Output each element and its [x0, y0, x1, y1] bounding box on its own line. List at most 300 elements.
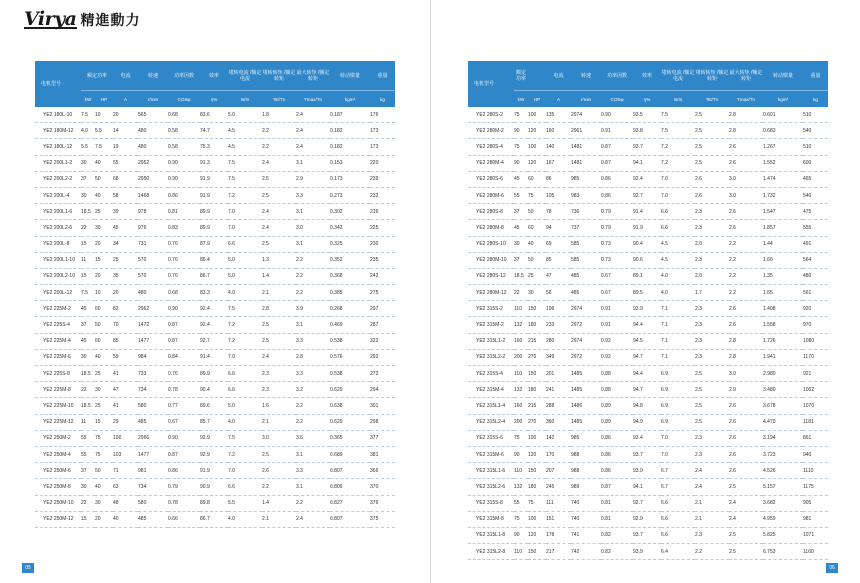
spec-value-cell: 1.7: [695, 285, 729, 301]
spec-value-cell: 6.6: [228, 366, 262, 382]
spec-value-cell: 40: [528, 236, 546, 252]
spec-value-cell: 940: [803, 446, 828, 462]
spec-value-cell: 270: [528, 414, 546, 430]
table-row: [35, 317, 395, 333]
spec-value-cell: 0.90: [601, 107, 633, 123]
motor-model-cell: YE2 280S-12: [468, 268, 514, 284]
spec-value-cell: 3.9: [296, 301, 330, 317]
spec-value-cell: 1.857: [763, 220, 803, 236]
spec-value-cell: 2.0: [695, 268, 729, 284]
spec-value-cell: 82: [113, 301, 138, 317]
page-number: 05: [22, 563, 34, 573]
table-row: [468, 268, 828, 284]
spec-value-cell: 40: [95, 479, 113, 495]
spec-value-cell: 2.9: [729, 382, 763, 398]
spec-value-cell: 1485: [571, 414, 601, 430]
spec-value-cell: 60: [528, 171, 546, 187]
spec-value-cell: 0.91: [601, 301, 633, 317]
spec-value-cell: 0.92: [601, 349, 633, 365]
spec-value-cell: 2.2: [296, 398, 330, 414]
page-number: 06: [826, 563, 838, 573]
spec-value-cell: 2.2: [729, 268, 763, 284]
spec-value-cell: 6.7: [661, 463, 695, 479]
spec-value-cell: 245: [546, 479, 571, 495]
spec-value-cell: 41: [113, 366, 138, 382]
motor-model-cell: YE2 315S-6: [468, 430, 514, 446]
spec-value-cell: 4.0: [661, 268, 695, 284]
spec-value-cell: 90.6: [633, 252, 661, 268]
col-current-header: 电流: [546, 61, 571, 91]
spec-value-cell: 0.683: [763, 123, 803, 139]
spec-value-cell: 2.5: [262, 317, 296, 333]
spec-value-cell: 92.9: [200, 446, 228, 462]
spec-value-cell: 207: [546, 463, 571, 479]
spec-value-cell: 85: [546, 252, 571, 268]
spec-value-cell: 377: [370, 430, 395, 446]
table-row: [35, 220, 395, 236]
spec-value-cell: 75: [514, 511, 528, 527]
spec-value-cell: 0.302: [330, 204, 370, 220]
spec-value-cell: 58: [113, 187, 138, 203]
spec-value-cell: 2.5: [262, 236, 296, 252]
spec-value-cell: 3.6: [296, 430, 330, 446]
motor-model-cell: YE2 225M-4: [35, 333, 81, 349]
spec-value-cell: 2.6: [729, 301, 763, 317]
motor-model-cell: YE2 200L2-10: [35, 268, 81, 284]
spec-value-cell: 1.65: [763, 285, 803, 301]
col-locked-torque-header: 堵转转矩 /额定转矩: [262, 61, 296, 91]
table-row: [35, 285, 395, 301]
spec-value-cell: 216: [370, 204, 395, 220]
table-row: [468, 301, 828, 317]
spec-value-cell: 4.470: [763, 414, 803, 430]
spec-value-cell: 3.1: [296, 317, 330, 333]
spec-value-cell: 275: [370, 285, 395, 301]
spec-value-cell: 5.5: [228, 495, 262, 511]
spec-value-cell: 110: [514, 544, 528, 560]
unit-eta: η%: [633, 91, 661, 108]
spec-value-cell: 93.8: [633, 123, 661, 139]
spec-value-cell: 0.76: [168, 252, 200, 268]
motor-model-cell: YE2 200L1-2: [35, 155, 81, 171]
spec-value-cell: 15: [81, 236, 95, 252]
spec-value-cell: 2.8: [729, 333, 763, 349]
spec-value-cell: 555: [803, 220, 828, 236]
spec-value-cell: 2.3: [262, 366, 296, 382]
spec-value-cell: 150: [528, 366, 546, 382]
spec-value-cell: 0.273: [330, 187, 370, 203]
table-row: [35, 204, 395, 220]
table-row: [468, 155, 828, 171]
spec-value-cell: 39: [113, 204, 138, 220]
spec-value-cell: 1.35: [763, 268, 803, 284]
spec-value-cell: 2.6: [262, 463, 296, 479]
spec-value-cell: 0.86: [168, 463, 200, 479]
spec-value-cell: 93.9: [633, 463, 661, 479]
unit-tst-tn: Tst/Tn: [262, 91, 296, 108]
spec-value-cell: 86.7: [200, 268, 228, 284]
spec-value-cell: 110: [514, 366, 528, 382]
spec-value-cell: 0.78: [168, 495, 200, 511]
table-row: [468, 446, 828, 462]
table-row: [468, 430, 828, 446]
col-current-header: 电流: [113, 61, 138, 91]
spec-value-cell: 1.6: [262, 398, 296, 414]
spec-value-cell: 2.4: [262, 204, 296, 220]
unit-kg: kg: [803, 91, 828, 108]
spec-value-cell: 94.8: [633, 398, 661, 414]
spec-value-cell: 921: [803, 366, 828, 382]
spec-value-cell: 2.5: [695, 414, 729, 430]
spec-value-cell: 0.538: [330, 333, 370, 349]
spec-value-cell: 4.5: [661, 252, 695, 268]
spec-value-cell: 3.3: [296, 333, 330, 349]
spec-value-cell: 1.732: [763, 187, 803, 203]
spec-value-cell: 2.4: [296, 511, 330, 527]
spec-value-cell: 160: [514, 398, 528, 414]
spec-value-cell: 6.6: [228, 382, 262, 398]
spec-value-cell: 2.5: [262, 171, 296, 187]
spec-value-cell: 150: [528, 463, 546, 479]
spec-value-cell: 6.6: [661, 220, 695, 236]
spec-value-cell: 1477: [138, 446, 168, 462]
motor-model-cell: YE2 280M-2: [468, 123, 514, 139]
spec-value-cell: 120: [528, 446, 546, 462]
spec-value-cell: 370: [370, 479, 395, 495]
spec-value-cell: 0.807: [330, 463, 370, 479]
spec-value-cell: 6.6: [661, 495, 695, 511]
spec-value-cell: 0.68: [168, 107, 200, 123]
spec-value-cell: 47: [546, 268, 571, 284]
spec-value-cell: 565: [138, 107, 168, 123]
motor-model-cell: YE2 180L-10: [35, 107, 81, 123]
spec-value-cell: 0.469: [330, 317, 370, 333]
spec-value-cell: 90: [514, 527, 528, 543]
table-row: [468, 107, 828, 123]
spec-value-cell: 0.76: [168, 236, 200, 252]
motor-model-cell: YE2 280M-6: [468, 187, 514, 203]
table-row: [468, 463, 828, 479]
col-model-header: 电机型号: [35, 61, 81, 107]
spec-value-cell: 173: [370, 139, 395, 155]
spec-value-cell: 92.9: [633, 511, 661, 527]
spec-value-cell: 94: [546, 220, 571, 236]
motor-model-cell: YE2 225S-4: [35, 317, 81, 333]
spec-value-cell: 232: [370, 187, 395, 203]
spec-value-cell: 1.4: [262, 268, 296, 284]
spec-value-cell: 0.173: [330, 171, 370, 187]
spec-value-cell: 510: [803, 139, 828, 155]
spec-value-cell: 3.1: [296, 204, 330, 220]
motor-model-cell: YE2 180L-12: [35, 139, 81, 155]
table-row: [35, 268, 395, 284]
unit-kg: kg: [370, 91, 395, 108]
motor-model-cell: YE2 315M-6: [468, 446, 514, 462]
spec-value-cell: 1.558: [763, 317, 803, 333]
spec-value-cell: 93.4: [633, 430, 661, 446]
spec-value-cell: 91.9: [200, 463, 228, 479]
spec-value-cell: 94.7: [633, 349, 661, 365]
spec-value-cell: 7.0: [661, 171, 695, 187]
spec-value-cell: 2.6: [729, 414, 763, 430]
motor-model-cell: YE2 315L2-6: [468, 479, 514, 495]
unit-tmax-tn: Tmax/Tn: [296, 91, 330, 108]
spec-value-cell: 2.5: [262, 333, 296, 349]
spec-value-cell: 2.6: [729, 463, 763, 479]
spec-value-cell: 89.9: [200, 220, 228, 236]
spec-value-cell: 978: [138, 204, 168, 220]
col-inertia-header: 转动惯量: [330, 61, 370, 91]
spec-value-cell: 1.4: [262, 495, 296, 511]
spec-value-cell: 91.9: [200, 171, 228, 187]
motor-model-cell: YE2 315L1-4: [468, 398, 514, 414]
table-row: [35, 139, 395, 155]
table-row: [35, 382, 395, 398]
spec-value-cell: 0.78: [168, 382, 200, 398]
spec-value-cell: 2.1: [262, 285, 296, 301]
spec-value-cell: 63: [113, 479, 138, 495]
spec-value-cell: 0.76: [168, 268, 200, 284]
spec-value-cell: 0.87: [168, 333, 200, 349]
spec-value-cell: 90.9: [200, 479, 228, 495]
spec-value-cell: 3.723: [763, 446, 803, 462]
spec-value-cell: 100: [528, 430, 546, 446]
spec-value-cell: 2.980: [763, 366, 803, 382]
spec-value-cell: 1002: [803, 382, 828, 398]
spec-value-cell: 110: [514, 463, 528, 479]
spec-value-cell: 7.5: [661, 107, 695, 123]
spec-value-cell: 0.67: [601, 268, 633, 284]
spec-value-cell: 2.3: [695, 527, 729, 543]
spec-value-cell: 2.6: [695, 171, 729, 187]
spec-value-cell: 7.5: [661, 123, 695, 139]
motor-model-cell: YE2 315L1-6: [468, 463, 514, 479]
spec-value-cell: 0.89: [601, 414, 633, 430]
spec-value-cell: 150: [528, 301, 546, 317]
col-rated-power-header: 额定功率: [81, 61, 113, 91]
spec-value-cell: 0.182: [330, 139, 370, 155]
spec-value-cell: 1110: [803, 463, 828, 479]
spec-value-cell: 1481: [571, 139, 601, 155]
motor-model-cell: YE2 200L1-10: [35, 252, 81, 268]
spec-value-cell: 491: [803, 236, 828, 252]
spec-value-cell: 0.187: [330, 107, 370, 123]
spec-value-cell: 15: [81, 511, 95, 527]
spec-value-cell: 90.4: [200, 382, 228, 398]
table-row: [468, 317, 828, 333]
spec-value-cell: 2.4: [262, 220, 296, 236]
spec-value-cell: 160: [514, 333, 528, 349]
spec-value-cell: 10: [95, 285, 113, 301]
spec-value-cell: 170: [546, 446, 571, 462]
spec-value-cell: 600: [803, 155, 828, 171]
col-speed-header: 转速: [571, 61, 601, 91]
spec-value-cell: 2.4: [262, 349, 296, 365]
spec-value-cell: 60: [95, 333, 113, 349]
motor-model-cell: YE2 280M-10: [468, 252, 514, 268]
table-row: [468, 495, 828, 511]
spec-value-cell: 3.3: [296, 463, 330, 479]
spec-value-cell: 89.8: [200, 495, 228, 511]
spec-value-cell: 2972: [571, 317, 601, 333]
spec-value-cell: 94.1: [633, 479, 661, 495]
spec-value-cell: 92.7: [633, 187, 661, 203]
spec-value-cell: 0.342: [330, 220, 370, 236]
spec-value-cell: 1.3: [262, 252, 296, 268]
spec-value-cell: 2.8: [729, 107, 763, 123]
spec-value-cell: 920: [803, 301, 828, 317]
spec-value-cell: 0.352: [330, 252, 370, 268]
spec-value-cell: 1.474: [763, 171, 803, 187]
spec-value-cell: 3.1: [296, 155, 330, 171]
spec-value-cell: 1472: [138, 317, 168, 333]
spec-value-cell: 2.5: [695, 123, 729, 139]
spec-value-cell: 2.6: [729, 317, 763, 333]
spec-value-cell: 15: [81, 268, 95, 284]
spec-value-cell: 322: [370, 333, 395, 349]
spec-value-cell: 740: [571, 495, 601, 511]
spec-value-cell: 217: [546, 544, 571, 560]
spec-value-cell: 2.5: [695, 382, 729, 398]
spec-value-cell: 2.2: [296, 495, 330, 511]
spec-value-cell: 15: [95, 414, 113, 430]
spec-value-cell: 220: [370, 155, 395, 171]
spec-value-cell: 60: [95, 301, 113, 317]
spec-value-cell: 2.9: [296, 171, 330, 187]
logo-mark: Virya: [24, 8, 77, 30]
spec-value-cell: 0.86: [601, 187, 633, 203]
spec-value-cell: 6.6: [228, 479, 262, 495]
spec-value-cell: 40: [95, 187, 113, 203]
spec-value-cell: 2.6: [695, 187, 729, 203]
table-row: [35, 463, 395, 479]
spec-value-cell: 480: [138, 285, 168, 301]
spec-value-cell: 1.726: [763, 333, 803, 349]
spec-value-cell: 90: [514, 446, 528, 462]
spec-value-cell: 983: [571, 187, 601, 203]
spec-value-cell: 241: [546, 382, 571, 398]
unit-is-in: Is/In: [228, 91, 262, 108]
spec-value-cell: 2.5: [729, 544, 763, 560]
spec-value-cell: 0.86: [168, 187, 200, 203]
spec-value-cell: 85.7: [200, 414, 228, 430]
table-row: [35, 107, 395, 123]
spec-value-cell: 89.9: [200, 204, 228, 220]
spec-value-cell: 0.325: [330, 236, 370, 252]
spec-value-cell: 1485: [571, 366, 601, 382]
spec-value-cell: 92.7: [200, 333, 228, 349]
spec-value-cell: 50: [528, 252, 546, 268]
spec-value-cell: 105: [546, 187, 571, 203]
spec-value-cell: 78: [546, 204, 571, 220]
motor-model-cell: YE2 280S-8: [468, 204, 514, 220]
spec-value-cell: 0.58: [168, 139, 200, 155]
spec-value-cell: 93.9: [633, 544, 661, 560]
table-row: [35, 187, 395, 203]
table-row: [468, 171, 828, 187]
spec-value-cell: 4.5: [228, 123, 262, 139]
col-weight-header: 重量: [370, 61, 395, 91]
spec-value-cell: 540: [803, 123, 828, 139]
spec-value-cell: 2.5: [695, 366, 729, 382]
spec-value-cell: 985: [571, 171, 601, 187]
spec-value-cell: 89.1: [633, 268, 661, 284]
spec-value-cell: 91.9: [200, 187, 228, 203]
spec-value-cell: 233: [546, 317, 571, 333]
spec-value-cell: 485: [138, 414, 168, 430]
spec-value-cell: 2961: [571, 123, 601, 139]
spec-value-cell: 0.79: [168, 479, 200, 495]
spec-value-cell: 6.6: [228, 236, 262, 252]
motor-model-cell: YE2 315M-8: [468, 511, 514, 527]
spec-value-cell: 93.9: [633, 301, 661, 317]
unit-kgm2: kgm²: [330, 91, 370, 108]
spec-value-cell: 75: [528, 495, 546, 511]
spec-value-cell: 989: [571, 479, 601, 495]
spec-value-cell: 3.0: [296, 220, 330, 236]
spec-value-cell: 2.8: [262, 301, 296, 317]
spec-value-cell: 1.547: [763, 204, 803, 220]
spec-value-cell: 0.268: [330, 301, 370, 317]
spec-value-cell: 75: [95, 430, 113, 446]
spec-value-cell: 5.5: [81, 139, 95, 155]
spec-value-cell: 93.7: [633, 139, 661, 155]
spec-value-cell: 2.4: [729, 495, 763, 511]
spec-value-cell: 2.1: [262, 511, 296, 527]
spec-value-cell: 1.941: [763, 349, 803, 365]
spec-value-cell: 2.1: [695, 511, 729, 527]
spec-value-cell: 30: [95, 382, 113, 398]
motor-model-cell: YE2 280M-8: [468, 220, 514, 236]
spec-value-cell: 2.2: [296, 285, 330, 301]
table-row: [468, 252, 828, 268]
spec-value-cell: 5.825: [763, 527, 803, 543]
unit-kw: kW: [514, 91, 528, 108]
spec-value-cell: 55: [113, 155, 138, 171]
spec-value-cell: 2.2: [262, 139, 296, 155]
spec-value-cell: 0.86: [601, 446, 633, 462]
spec-value-cell: 48: [113, 495, 138, 511]
spec-value-cell: 92.4: [633, 171, 661, 187]
spec-value-cell: 0.629: [330, 382, 370, 398]
spec-value-cell: 2952: [138, 155, 168, 171]
spec-value-cell: 4.526: [763, 463, 803, 479]
spec-value-cell: 135: [546, 107, 571, 123]
spec-value-cell: 120: [528, 527, 546, 543]
spec-value-cell: 0.82: [601, 527, 633, 543]
spec-value-cell: 2974: [571, 301, 601, 317]
spec-value-cell: 10: [95, 107, 113, 123]
spec-value-cell: 89.9: [200, 366, 228, 382]
spec-value-cell: 25: [113, 252, 138, 268]
spec-value-cell: 270: [528, 349, 546, 365]
motor-model-cell: YE2 280M-4: [468, 155, 514, 171]
spec-value-cell: 120: [528, 155, 546, 171]
spec-value-cell: 30: [95, 220, 113, 236]
spec-value-cell: 2.6: [729, 220, 763, 236]
spec-value-cell: 0.86: [601, 463, 633, 479]
spec-value-cell: 0.638: [330, 398, 370, 414]
spec-value-cell: 215: [528, 398, 546, 414]
table-row: [468, 479, 828, 495]
spec-value-cell: 2.3: [695, 301, 729, 317]
unit-kgm2: kgm²: [763, 91, 803, 108]
spec-value-cell: 176: [370, 107, 395, 123]
brand-logo: [24, 9, 141, 31]
spec-value-cell: 7.5: [81, 285, 95, 301]
spec-value-cell: 2.4: [729, 511, 763, 527]
spec-value-cell: 1080: [803, 333, 828, 349]
